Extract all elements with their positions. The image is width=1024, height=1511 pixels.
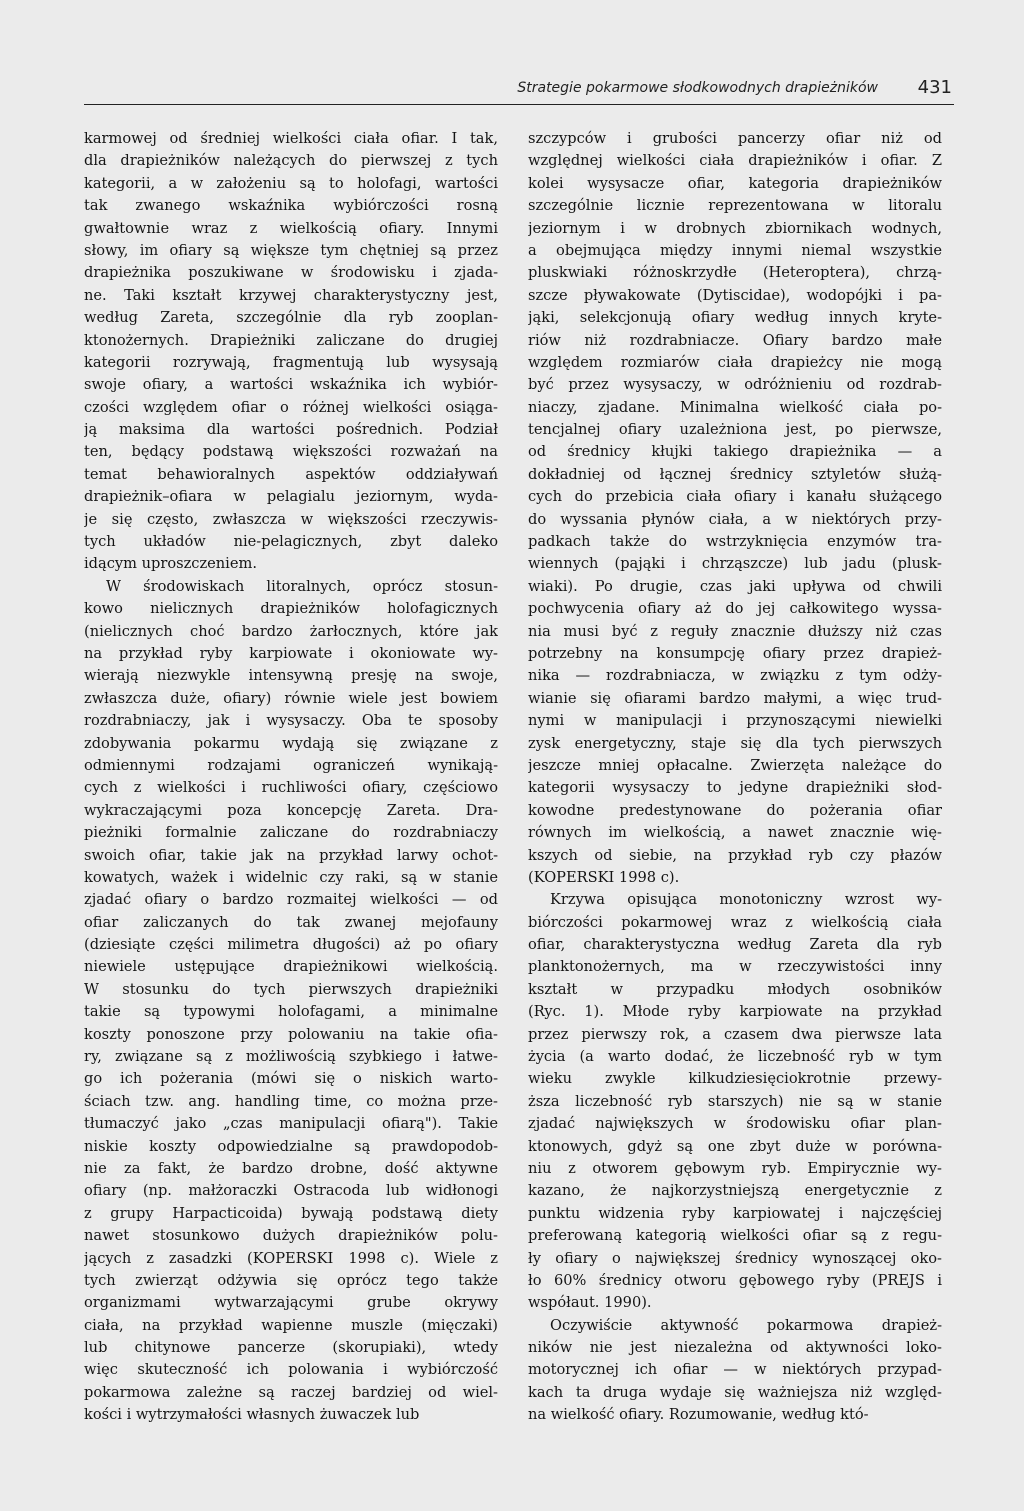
text-line: (KOPERSKI 1998 c). xyxy=(528,868,680,886)
text-line: drapieżnik–ofiara w pelagialu jeziornym, wyda- xyxy=(84,488,498,506)
text-line: kształt w przypadku młodych osobników xyxy=(528,980,942,998)
text-line: kategorii wysysaczy to jedyne drapieżniki słod- xyxy=(528,779,942,797)
text-line: biórczości pokarmowej wraz z wielkością ciała xyxy=(528,913,942,931)
text-line: tak zwanego wskaźnika wybiórczości rosną xyxy=(84,197,498,215)
text-line: kategorii, a w założeniu są to holofagi, wartości xyxy=(84,174,498,192)
text-line: go ich pożerania (mówi się o niskich warto- xyxy=(84,1070,498,1088)
text-line: je się często, zwłaszcza w większości rzeczywis- xyxy=(84,510,498,528)
text-line: jąki, selekcjonują ofiary według innych kryte- xyxy=(528,309,942,327)
text-line: jeszcze mniej opłacalne. Zwierzęta należące do xyxy=(528,756,942,774)
left-text-column xyxy=(84,128,498,1427)
text-line: kazano, że najkorzystniejszą energetycznie z xyxy=(528,1182,942,1200)
text-line: kowo nielicznych drapieżników holofagicznych xyxy=(84,600,498,618)
text-line: preferowaną kategorią wielkości ofiar są z regu- xyxy=(528,1227,942,1245)
text-line: tych układów nie-pelagicznych, zbyt daleko xyxy=(84,533,498,551)
text-line: nika — rozdrabniacza, w związku z tym odży- xyxy=(528,667,942,685)
text-line: ższa liczebność ryb starszych) nie są w stanie xyxy=(528,1092,942,1110)
text-line: ofiar zaliczanych do tak zwanej mejofauny xyxy=(84,913,498,931)
text-line: od średnicy kłujki takiego drapieżnika — a xyxy=(528,443,942,461)
text-line: organizmami wytwarzającymi grube okrywy xyxy=(84,1294,498,1312)
text-line: ciała, na przykład wapienne muszle (mięczaki) xyxy=(84,1316,498,1334)
text-line: wierają niezwykle intensywną presję na swoje, xyxy=(84,667,498,685)
text-line: riów niż rozdrabniacze. Ofiary bardzo małe xyxy=(528,331,942,349)
text-line: szczególnie licznie reprezentowana w litoralu xyxy=(528,197,942,215)
text-line: nie za fakt, że bardzo drobne, dość aktywne xyxy=(84,1159,498,1177)
text-line: ten, będący podstawą większości rozważań na xyxy=(84,443,498,461)
text-line: jeziornym i w drobnych zbiornikach wodnych, xyxy=(528,219,942,237)
text-line: ły ofiary o największej średnicy wynoszącej oko- xyxy=(528,1249,942,1267)
text-line: zdobywania pokarmu wydają się związane z xyxy=(84,734,498,752)
text-line: a obejmująca między innymi niemal wszystkie xyxy=(528,241,942,259)
text-line: przez pierwszy rok, a czasem dwa pierwsze lata xyxy=(528,1025,942,1043)
text-line: ją maksima dla wartości pośrednich. Podział xyxy=(84,421,498,439)
text-line: kszych od siebie, na przykład ryb czy płazów xyxy=(528,846,942,864)
text-line: planktonożernych, ma w rzeczywistości inny xyxy=(528,958,942,976)
text-line: więc skuteczność ich polowania i wybiórczość xyxy=(84,1361,498,1379)
text-line: pochwycenia ofiary aż do jej całkowitego wyssa- xyxy=(528,600,942,618)
text-line: ktonożernych. Drapieżniki zaliczane do drugiej xyxy=(84,331,498,349)
text-line: nia musi być z reguły znacznie dłuższy niż czas xyxy=(528,622,942,640)
text-line: względem rozmiarów ciała drapieżcy nie mogą xyxy=(528,353,942,371)
text-line: nawet stosunkowo dużych drapieżników polu- xyxy=(84,1227,498,1245)
text-line: gwałtownie wraz z wielkością ofiary. Innymi xyxy=(84,219,498,237)
page-number: 431 xyxy=(917,77,952,98)
text-line: ściach tzw. ang. handling time, co można prze- xyxy=(84,1092,498,1110)
text-line: W stosunku do tych pierwszych drapieżniki xyxy=(84,980,498,998)
text-line: Krzywa opisująca monotoniczny wzrost wy- xyxy=(550,891,942,909)
text-line: nymi w manipulacji i przynoszącymi niewielki xyxy=(528,712,942,730)
text-line: szcze pływakowate (Dytiscidae), wodopójki i pa- xyxy=(528,286,942,304)
text-line: zwłaszcza duże, ofiary) równie wiele jest bowiem xyxy=(84,689,498,707)
text-line: na przykład ryby karpiowate i okoniowate wy- xyxy=(84,644,498,662)
text-line: swoich ofiar, takie jak na przykład larwy ochot- xyxy=(84,846,498,864)
text-line: życia (a warto dodać, że liczebność ryb w tym xyxy=(528,1048,942,1066)
text-line: drapieżnika poszukiwane w środowisku i zjada- xyxy=(84,264,498,282)
text-line: Oczywiście aktywność pokarmowa drapież- xyxy=(550,1316,942,1334)
text-line: wianie się ofiarami bardzo małymi, a więc trud- xyxy=(528,689,942,707)
text-line: rozdrabniaczy, jak i wysysaczy. Oba te sposoby xyxy=(84,712,498,730)
text-line: tłumaczyć jako „czas manipulacji ofiarą"). Takie xyxy=(84,1115,498,1133)
text-line: koszty ponoszone przy polowaniu na takie ofia- xyxy=(84,1025,498,1043)
text-line: czości względem ofiar o różnej wielkości osiąga- xyxy=(84,398,498,416)
text-line: niewiele ustępujące drapieżnikowi wielkością. xyxy=(84,958,498,976)
text-line: takie są typowymi holofagami, a minimalne xyxy=(84,1003,498,1021)
text-line: (Ryc. 1). Młode ryby karpiowate na przykład xyxy=(528,1003,942,1021)
text-line: (dziesiąte części milimetra długości) aż po ofiary xyxy=(84,936,498,954)
text-line: zjadać największych w środowisku ofiar plan- xyxy=(528,1115,942,1133)
text-line: temat behawioralnych aspektów oddziaływań xyxy=(84,465,498,483)
running-title: Strategie pokarmowe słodkowodnych drapieżników xyxy=(517,80,878,96)
text-line: kolei wysysacze ofiar, kategoria drapieżników xyxy=(528,174,942,192)
text-line: potrzebny na konsumpcję ofiary przez drapież- xyxy=(528,644,942,662)
text-line: na wielkość ofiary. Rozumowanie, według któ- xyxy=(528,1406,869,1424)
text-line: cych z wielkości i ruchliwości ofiary, częściowo xyxy=(84,779,498,797)
text-line: niaczy, zjadane. Minimalna wielkość ciała po- xyxy=(528,398,942,416)
text-line: dokładniej od łącznej średnicy sztyletów służą- xyxy=(528,465,942,483)
text-line: odmiennymi rodzajami ograniczeń wynikają- xyxy=(84,756,498,774)
text-line: wykraczającymi poza koncepcję Zareta. Dra- xyxy=(84,801,498,819)
text-line: tencjalnej ofiary uzależniona jest, po pierwsze, xyxy=(528,421,942,439)
text-line: lub chitynowe pancerze (skorupiaki), wtedy xyxy=(84,1339,498,1357)
text-line: ników nie jest niezależna od aktywności loko- xyxy=(528,1339,942,1357)
text-line: równych im wielkością, a nawet znacznie wię- xyxy=(528,824,942,842)
text-line: względnej wielkości ciała drapieżników i ofiar. Z xyxy=(528,152,942,170)
text-line: niskie koszty odpowiedzialne są prawdopodob- xyxy=(84,1137,498,1155)
text-line: współaut. 1990). xyxy=(528,1294,652,1312)
text-line: wiaki). Po drugie, czas jaki upływa od chwili xyxy=(528,577,942,595)
text-line: dla drapieżników należących do pierwszej z tych xyxy=(84,152,498,170)
text-line: W środowiskach litoralnych, oprócz stosun- xyxy=(106,577,498,595)
text-line: być przez wysysaczy, w odróżnieniu od rozdrab- xyxy=(528,376,942,394)
text-line: karmowej od średniej wielkości ciała ofiar. I tak, xyxy=(84,130,498,147)
text-line: tych zwierząt odżywia się oprócz tego także xyxy=(84,1271,498,1289)
text-line: cych do przebicia ciała ofiary i kanału służącego xyxy=(528,488,942,506)
text-line: punktu widzenia ryby karpiowatej i najczęściej xyxy=(528,1204,942,1222)
page-header xyxy=(84,78,954,105)
text-line: (nielicznych choć bardzo żarłocznych, które jak xyxy=(84,622,498,640)
text-line: kowatych, ważek i widelnic czy raki, są w stanie xyxy=(84,868,498,886)
text-line: kości i wytrzymałości własnych żuwaczek lub xyxy=(84,1406,420,1424)
text-line: pieżniki formalnie zaliczane do rozdrabniaczy xyxy=(84,824,498,842)
text-line: jących z zasadzki (KOPERSKI 1998 c). Wiele z xyxy=(84,1249,498,1267)
text-line: ofiar, charakterystyczna według Zareta dla ryb xyxy=(528,936,942,954)
text-line: padkach także do wstrzyknięcia enzymów tra- xyxy=(528,533,942,551)
text-line: niu z otworem gębowym ryb. Empirycznie wy- xyxy=(528,1159,942,1177)
text-line: do wyssania płynów ciała, a w niektórych przy- xyxy=(528,510,942,528)
text-line: ry, związane są z możliwością szybkiego i łatwe- xyxy=(84,1048,498,1066)
text-line: zjadać ofiary o bardzo rozmaitej wielkości — od xyxy=(84,891,498,909)
text-line: słowy, im ofiary są większe tym chętniej są przez xyxy=(84,241,498,259)
text-line: ofiary (np. małżoraczki Ostracoda lub widłonogi xyxy=(84,1182,498,1200)
text-line: wiennych (pająki i chrząszcze) lub jadu (plusk- xyxy=(528,555,942,573)
text-line: motorycznej ich ofiar — w niektórych przypad- xyxy=(528,1361,942,1379)
text-line: pokarmowa zależne są raczej bardziej od wiel- xyxy=(84,1383,498,1401)
text-line: kowodne predestynowane do pożerania ofiar xyxy=(528,801,942,819)
text-line: zysk energetyczny, staje się dla tych pierwszych xyxy=(528,734,942,752)
text-line: wieku zwykle kilkudziesięciokrotnie przewy- xyxy=(528,1070,942,1088)
text-line: pluskwiaki różnoskrzydłe (Heteroptera), chrzą- xyxy=(528,264,942,282)
text-line: ktonowych, gdyż są one zbyt duże w porówna- xyxy=(528,1137,942,1155)
text-line: z grupy Harpacticoida) bywają podstawą diety xyxy=(84,1204,498,1222)
text-line: kategorii rozrywają, fragmentują lub wysysają xyxy=(84,353,498,371)
right-text-column xyxy=(528,128,942,1427)
text-line: ne. Taki kształt krzywej charakterystyczny jest, xyxy=(84,286,498,304)
text-line: idącym uproszczeniem. xyxy=(84,555,257,573)
text-line: kach ta druga wydaje się ważniejsza niż względ- xyxy=(528,1383,942,1401)
text-line: ło 60% średnicy otworu gębowego ryby (PREJS i xyxy=(528,1271,942,1289)
text-line: swoje ofiary, a wartości wskaźnika ich wybiór- xyxy=(84,376,498,394)
text-line: szczypców i grubości pancerzy ofiar niż od xyxy=(528,130,942,147)
text-line: według Zareta, szczególnie dla ryb zooplan- xyxy=(84,309,498,327)
